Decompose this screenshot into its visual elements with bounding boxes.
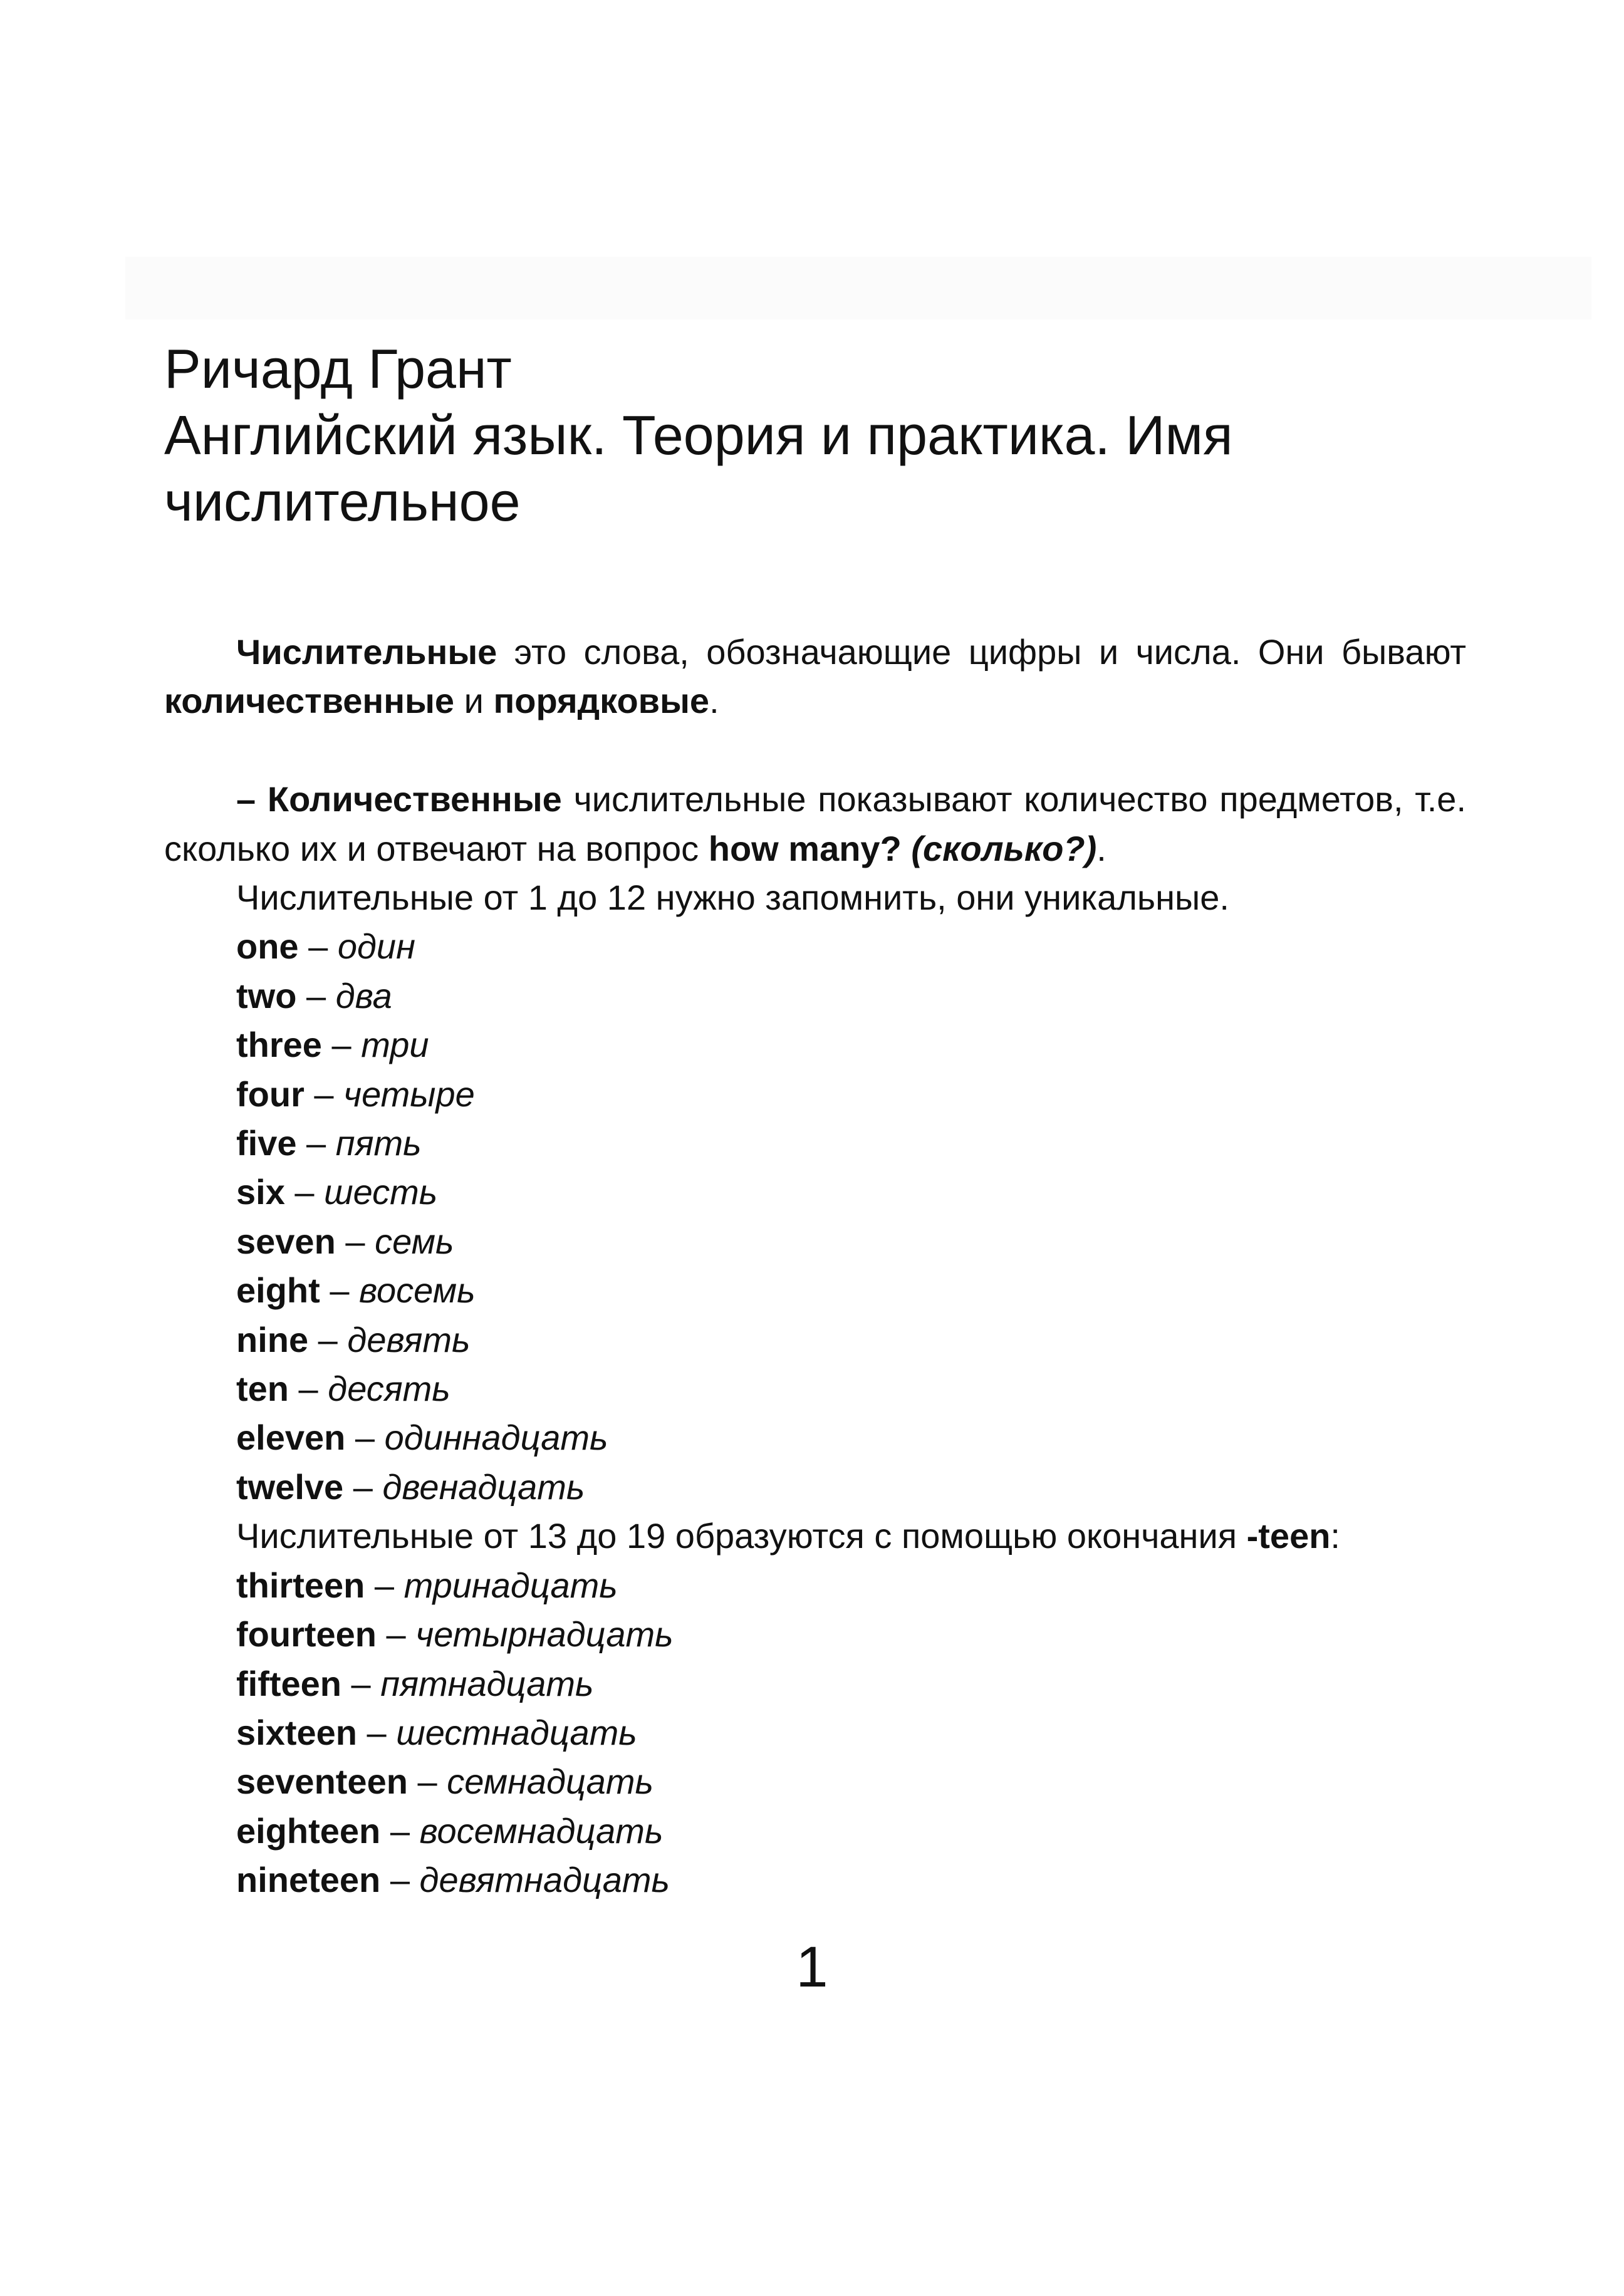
- number-item: [164, 1610, 1466, 1659]
- english-word: seventeen: [236, 1762, 408, 1802]
- term: how many?: [708, 828, 902, 868]
- text: и: [454, 681, 494, 721]
- page-number: 1: [796, 1935, 828, 1999]
- number-item: [164, 1119, 1466, 1168]
- text: :: [1330, 1516, 1340, 1556]
- english-word: eight: [236, 1270, 320, 1311]
- english-word: four: [236, 1074, 304, 1114]
- text: это слова, обозначающие цифры и числа. Они бывают: [497, 632, 1466, 672]
- term: Числительные: [236, 632, 497, 672]
- cardinal-paragraph: [164, 775, 1466, 873]
- russian-translation: шесть: [324, 1172, 438, 1212]
- number-item: [164, 1708, 1466, 1757]
- dash: –: [377, 1614, 416, 1654]
- dash: –: [357, 1712, 397, 1752]
- numbers-list-13-19: [164, 1561, 1466, 1905]
- suffix: -teen: [1246, 1516, 1331, 1556]
- document-body: [164, 628, 1466, 1905]
- text: [902, 829, 912, 868]
- translation: (сколько?): [911, 828, 1097, 868]
- dash: –: [298, 927, 338, 967]
- number-item: [164, 1660, 1466, 1708]
- russian-translation: одиннадцать: [384, 1418, 608, 1458]
- number-item: [164, 1757, 1466, 1806]
- title-line: Английский язык. Теория и практика. Имя: [164, 404, 1233, 466]
- russian-translation: тринадцать: [403, 1565, 618, 1605]
- russian-translation: четыре: [343, 1074, 475, 1114]
- russian-translation: десять: [328, 1369, 450, 1409]
- dash: –: [284, 1172, 325, 1212]
- dash: –: [335, 1221, 375, 1261]
- dash: –: [304, 1074, 344, 1114]
- english-word: five: [236, 1123, 297, 1163]
- note: Числительные от 1 до 12 нужно запомнить, они уникальные.: [236, 878, 1229, 918]
- term: – Количественные: [236, 779, 562, 819]
- author: Ричард Грант: [164, 338, 512, 400]
- english-word: two: [236, 975, 297, 1016]
- number-item: [164, 922, 1466, 971]
- russian-translation: восемь: [359, 1270, 476, 1311]
- russian-translation: шестнадцать: [396, 1712, 637, 1752]
- number-item: [164, 1217, 1466, 1266]
- dash: –: [343, 1467, 383, 1507]
- text: .: [709, 681, 719, 721]
- dash: –: [296, 975, 336, 1016]
- number-item: [164, 1266, 1466, 1315]
- number-item: [164, 1463, 1466, 1512]
- russian-translation: семнадцать: [447, 1762, 653, 1802]
- russian-translation: девять: [347, 1319, 471, 1359]
- scan-shade: [125, 257, 1591, 319]
- english-word: seven: [236, 1221, 336, 1261]
- english-word: three: [236, 1025, 322, 1065]
- dash: –: [341, 1663, 381, 1703]
- english-word: nineteen: [236, 1860, 381, 1900]
- text: числительные показывают количество предметов, т.е. сколько их и отвечают на вопрос: [164, 779, 1467, 868]
- english-word: twelve: [236, 1467, 344, 1507]
- number-item: [164, 1364, 1466, 1413]
- term: количественные: [164, 681, 455, 721]
- dash: –: [289, 1369, 328, 1409]
- title-line: числительное: [164, 470, 521, 532]
- russian-translation: один: [337, 927, 415, 967]
- dash: –: [308, 1319, 348, 1359]
- russian-translation: восемнадцать: [419, 1810, 664, 1851]
- english-word: sixteen: [236, 1712, 357, 1752]
- russian-translation: семь: [375, 1221, 454, 1261]
- russian-translation: девятнадцать: [419, 1860, 670, 1900]
- dash: –: [345, 1418, 385, 1458]
- number-item: [164, 1168, 1466, 1217]
- dash: –: [380, 1810, 420, 1851]
- dash: –: [407, 1762, 447, 1802]
- dash: –: [365, 1565, 404, 1605]
- russian-translation: три: [361, 1025, 429, 1065]
- dash: –: [380, 1860, 420, 1900]
- note-teen: [164, 1512, 1466, 1561]
- number-item: [164, 972, 1466, 1021]
- english-word: six: [236, 1172, 285, 1212]
- english-word: nine: [236, 1319, 309, 1359]
- english-word: fifteen: [236, 1663, 341, 1703]
- number-item: [164, 1561, 1466, 1610]
- english-word: fourteen: [236, 1614, 377, 1654]
- russian-translation: пятнадцать: [380, 1663, 594, 1703]
- numbers-list-1-12: [164, 922, 1466, 1512]
- english-word: ten: [236, 1369, 289, 1409]
- number-item: [164, 1070, 1466, 1119]
- dash: –: [320, 1270, 360, 1311]
- english-word: one: [236, 927, 299, 967]
- term: порядковые: [493, 681, 710, 721]
- dash: –: [296, 1123, 336, 1163]
- number-item: [164, 1021, 1466, 1069]
- text: .: [1096, 828, 1106, 868]
- russian-translation: двенадцать: [382, 1467, 585, 1507]
- spacer: [164, 726, 1466, 775]
- russian-translation: два: [335, 975, 392, 1016]
- book-title: [164, 336, 1480, 535]
- russian-translation: четырнадцать: [415, 1614, 674, 1654]
- number-item: [164, 1316, 1466, 1364]
- english-word: thirteen: [236, 1565, 365, 1605]
- russian-translation: пять: [335, 1123, 422, 1163]
- dash: –: [321, 1025, 362, 1065]
- number-item: [164, 1807, 1466, 1856]
- number-item: [164, 1856, 1466, 1904]
- intro-paragraph: [164, 628, 1466, 726]
- number-item: [164, 1413, 1466, 1462]
- english-word: eleven: [236, 1418, 346, 1458]
- text: Числительные от 13 до 19 образуются с помощью окончания: [236, 1516, 1247, 1556]
- english-word: eighteen: [236, 1810, 381, 1851]
